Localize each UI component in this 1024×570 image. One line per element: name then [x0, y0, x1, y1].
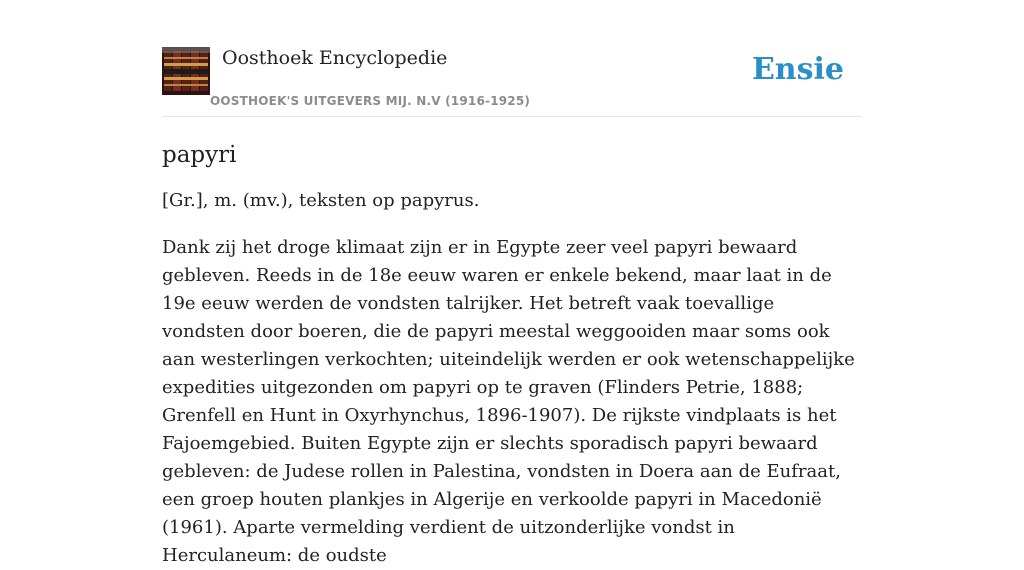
source-title[interactable]: Oosthoek Encyclopedie — [222, 47, 448, 69]
source-subtitle: OOSTHOEK'S UITGEVERS MIJ. N.V (1916-1925) — [210, 94, 531, 108]
encyclopedia-books-icon[interactable] — [162, 47, 210, 95]
source-header — [162, 46, 862, 117]
article — [162, 136, 862, 570]
article-term: papyri — [162, 142, 237, 168]
article-definition: [Gr.], m. (mv.), teksten op papyrus. — [162, 190, 480, 211]
article-body: Dank zij het droge klimaat zijn er in Egypte zeer veel papyri bewaard gebleven. Reeds in de 18e eeuw waren er enkele bekend, maar laat in de 19e eeuw werden de vondsten talrijker. Het betreft vaak toevallige vondsten door boeren, die de papyri meestal weggooiden maar soms ook aan westerlingen verkochten; uiteindelijk werden er ook wetenschappelijke expedities uitgezonden om papyri op te graven (Flinders Petrie, 1888; Grenfell en Hunt in Oxyrhynchus, 1896-1907). De rijkste vindplaats is het Fajoemgebied. Buiten Egypte zijn er slechts sporadisch papyri bewaard gebleven: de Judese rollen in Palestina, vondsten in Doera aan de Eufraat, een groep houten plankjes in Algerije en verkoolde papyri in Macedonië (1961). Aparte vermelding verdient de uitzonderlijke vondst in Herculaneum: de oudste — [162, 237, 855, 566]
brand-logo[interactable]: Ensie — [751, 52, 844, 87]
